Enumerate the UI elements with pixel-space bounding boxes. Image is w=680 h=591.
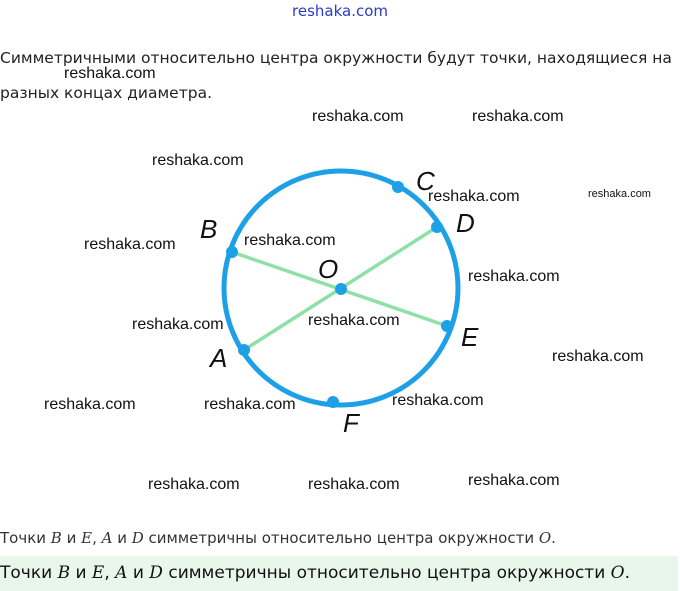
answer-end: . bbox=[551, 529, 556, 547]
answer-point-a: A bbox=[101, 529, 113, 547]
label-o: O bbox=[318, 254, 339, 284]
watermark: reshaka.com bbox=[204, 396, 296, 413]
answer-prefix: Точки bbox=[0, 563, 58, 583]
watermark: reshaka.com bbox=[308, 476, 400, 493]
answer-point-b: B bbox=[57, 563, 71, 583]
answer-point-d: D bbox=[131, 529, 144, 547]
answer-line bbox=[0, 526, 680, 550]
label-a: A bbox=[210, 343, 228, 373]
answer-middle: симметричны относительно центра окружности bbox=[162, 563, 611, 583]
label-c: C bbox=[416, 166, 435, 196]
watermark: reshaka.com bbox=[152, 152, 244, 169]
point-c bbox=[392, 181, 404, 193]
watermark: reshaka.com bbox=[44, 396, 136, 413]
label-f: F bbox=[343, 408, 359, 438]
point-d bbox=[431, 221, 443, 233]
watermark: reshaka.com bbox=[468, 268, 560, 285]
answer-point-e: E bbox=[81, 529, 93, 547]
point-b bbox=[226, 246, 238, 258]
answer-center-o: O bbox=[538, 529, 552, 547]
watermark: reshaka.com bbox=[132, 316, 224, 333]
point-a bbox=[238, 344, 250, 356]
answer-point-b: B bbox=[50, 529, 62, 547]
watermark: reshaka.com bbox=[392, 392, 484, 409]
watermark: reshaka.com bbox=[428, 188, 520, 205]
answer-sep: , bbox=[104, 563, 116, 583]
watermark: reshaka.com bbox=[312, 108, 404, 125]
answer-and: и bbox=[127, 563, 150, 583]
watermark: reshaka.com bbox=[308, 312, 400, 329]
answer-prefix: Точки bbox=[0, 529, 51, 547]
watermark: reshaka.com bbox=[468, 472, 560, 489]
answer-highlight bbox=[0, 556, 678, 591]
answer-and: и bbox=[112, 529, 132, 547]
watermark: reshaka.com bbox=[148, 476, 240, 493]
watermark: reshaka.com bbox=[588, 188, 651, 200]
answer-end: . bbox=[624, 563, 631, 583]
answer-middle: симметричны относительно центра окружности bbox=[143, 529, 539, 547]
label-b: B bbox=[200, 214, 218, 244]
question-text: Симметричными относительно центра окружности будут точки, находящиеся на разных концах диаметра. bbox=[0, 49, 672, 102]
site-link[interactable]: reshaka.com bbox=[292, 2, 388, 20]
label-d: D bbox=[456, 208, 475, 238]
answer-point-e: E bbox=[91, 563, 105, 583]
watermark: reshaka.com bbox=[244, 232, 336, 249]
watermark: reshaka.com bbox=[64, 65, 156, 82]
answer-and: и bbox=[70, 563, 92, 583]
point-o bbox=[335, 283, 347, 295]
answer-point-d: D bbox=[149, 563, 163, 583]
watermark: reshaka.com bbox=[84, 236, 176, 253]
answer-sep: , bbox=[92, 529, 102, 547]
watermark: reshaka.com bbox=[552, 348, 644, 365]
watermark: reshaka.com bbox=[472, 108, 564, 125]
label-e: E bbox=[461, 322, 479, 352]
answer-point-a: A bbox=[115, 563, 128, 583]
point-e bbox=[441, 320, 453, 332]
point-f bbox=[327, 396, 339, 408]
answer-center-o: O bbox=[610, 563, 625, 583]
answer-and: и bbox=[61, 529, 82, 547]
